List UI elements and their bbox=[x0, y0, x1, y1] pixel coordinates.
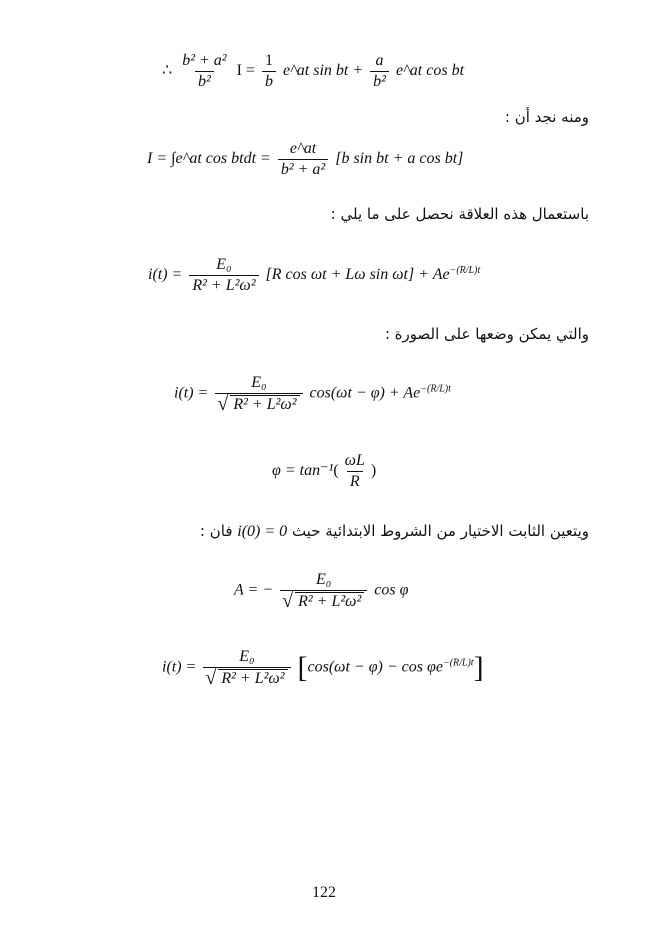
fraction bbox=[215, 374, 302, 414]
fraction bbox=[203, 648, 290, 688]
equation-rest: cos(ωt − φ) + Ae bbox=[309, 384, 421, 402]
fraction bbox=[370, 52, 389, 91]
exponent: −(R/L)t bbox=[420, 383, 451, 395]
fraction-numerator: E₀ bbox=[251, 374, 267, 391]
arabic-text-2: باستعمال هذه العلاقة نحصل على ما يلي : bbox=[330, 205, 589, 223]
fraction-numerator: a bbox=[375, 52, 384, 69]
fraction bbox=[189, 256, 258, 295]
square-root: √ R² + L²ω² bbox=[218, 669, 287, 688]
equation-term: e^at sin bt + bbox=[282, 62, 364, 80]
fraction bbox=[280, 571, 367, 611]
fraction bbox=[278, 140, 328, 179]
integral-I: I bbox=[236, 62, 242, 80]
fraction-denominator bbox=[203, 667, 290, 688]
arabic-word: فان : bbox=[199, 522, 233, 540]
square-root: √ R² + L²ω² bbox=[295, 592, 364, 611]
fraction-numerator: e^at bbox=[289, 140, 317, 157]
equation-term: e^at cos bt bbox=[395, 62, 465, 80]
equation-5: φ = tan⁻¹( $\frac{\omega L}{R}$ ) bbox=[272, 452, 377, 490]
equation-lhs: I = ∫e^at cos btdt = bbox=[147, 150, 271, 168]
arabic-text-4 bbox=[200, 522, 589, 541]
equation-lhs: φ = tan⁻¹ bbox=[272, 462, 334, 480]
square-root: √ R² + L²ω² bbox=[230, 395, 299, 414]
left-bracket: [ bbox=[297, 651, 308, 684]
fraction-numerator: 1 bbox=[264, 52, 273, 69]
equation-lhs: i(t) = bbox=[148, 266, 183, 284]
right-bracket: ] bbox=[473, 651, 484, 684]
equation-4 bbox=[174, 374, 451, 414]
fraction-denominator: R bbox=[347, 471, 363, 491]
equation-bracket: [R cos ωt + Lω sin ωt] + Ae bbox=[265, 266, 450, 284]
equation-1 bbox=[162, 52, 464, 91]
fraction bbox=[342, 452, 368, 491]
fraction bbox=[179, 52, 229, 91]
fraction bbox=[262, 52, 276, 91]
page-number: 122 bbox=[312, 884, 336, 901]
equals-sign: = bbox=[245, 62, 255, 80]
fraction-denominator: R² + L²ω² bbox=[189, 275, 258, 295]
fraction-numerator: b² + a² bbox=[182, 52, 227, 69]
equation-2 bbox=[147, 140, 463, 179]
exponent: −(R/L)t bbox=[449, 264, 481, 276]
exponent: −(R/L)t bbox=[442, 657, 474, 669]
equation-7 bbox=[162, 648, 484, 688]
fraction-numerator: E₀ bbox=[315, 571, 332, 588]
equation-bracket-body: cos(ωt − φ) − cos φe bbox=[307, 658, 443, 676]
equation-lhs: i(t) = bbox=[174, 384, 209, 402]
fraction-denominator: b bbox=[262, 71, 276, 91]
equation-bracket: [b sin bt + a cos bt] bbox=[335, 150, 464, 168]
fraction-denominator: b² + a² bbox=[278, 159, 328, 179]
equation-lhs: i(t) = bbox=[162, 658, 197, 676]
fraction-numerator: E₀ bbox=[216, 256, 232, 273]
equation-3 bbox=[148, 256, 480, 295]
fraction-denominator bbox=[215, 393, 302, 414]
equation-rest: cos φ bbox=[374, 581, 409, 599]
arabic-text-3: والتي يمكن وضعها على الصورة : bbox=[384, 325, 589, 343]
arabic-text-1: ومنه نجد أن : bbox=[504, 108, 589, 126]
equation-lhs: A = − bbox=[234, 581, 274, 599]
arabic-sentence: ويتعين الثابت الاختيار من الشروط الابتدائية حيث bbox=[291, 522, 589, 540]
fraction-denominator: b² bbox=[195, 71, 214, 91]
fraction-numerator: ωL bbox=[344, 452, 365, 469]
therefore-symbol: ∴ bbox=[162, 62, 173, 80]
inline-math: i(0) = 0 bbox=[237, 523, 288, 540]
fraction-denominator: b² bbox=[370, 71, 389, 91]
equation-6 bbox=[234, 571, 408, 611]
fraction-denominator bbox=[280, 590, 367, 611]
fraction-numerator: E₀ bbox=[239, 648, 255, 665]
